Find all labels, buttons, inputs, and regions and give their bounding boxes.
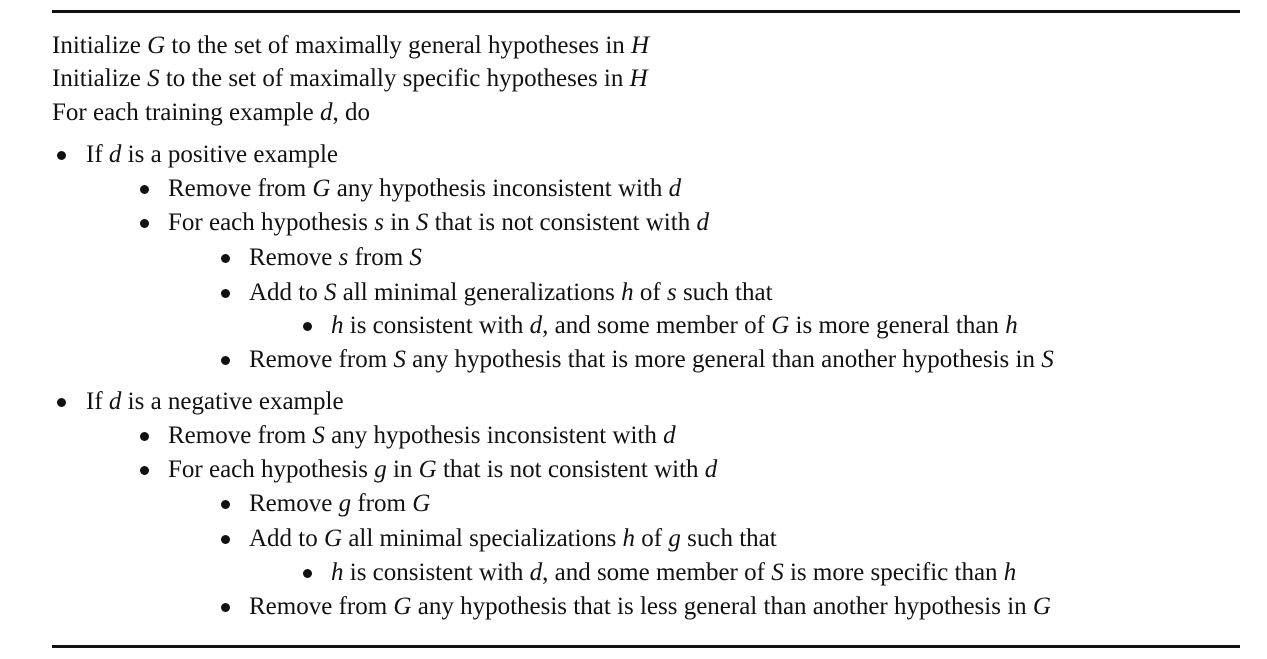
negative-prune-line: Remove from G any hypothesis that is less general than another hypothesis in G <box>249 593 1051 620</box>
bottom-rule <box>52 645 1240 648</box>
positive-add-s-line: Add to S all minimal generalizations h of s such that <box>249 279 773 306</box>
bullet-icon <box>221 535 230 544</box>
bullet-icon <box>221 356 230 365</box>
init-g-line: Initialize G to the set of maximally general hypotheses in H <box>52 32 650 59</box>
positive-remove-s-line: Remove s from S <box>249 244 422 271</box>
positive-remove-g-line: Remove from G any hypothesis inconsistent with d <box>168 175 682 202</box>
init-s-line: Initialize S to the set of maximally specific hypotheses in H <box>52 65 648 92</box>
bullet-icon <box>140 219 149 228</box>
positive-header-line: If d is a positive example <box>86 141 339 168</box>
bullet-icon <box>140 466 149 475</box>
negative-header-line: If d is a negative example <box>86 388 344 415</box>
bullet-icon <box>140 432 149 441</box>
bullet-icon <box>57 151 66 160</box>
bullet-icon <box>221 289 230 298</box>
bullet-icon <box>221 254 230 263</box>
bullet-icon <box>221 500 230 509</box>
positive-condition-line: h is consistent with d, and some member of G is more general than h <box>331 312 1018 339</box>
negative-for-g-line: For each hypothesis g in G that is not consistent with d <box>168 456 718 483</box>
negative-condition-line: h is consistent with d, and some member of S is more specific than h <box>331 559 1017 586</box>
negative-remove-g-line: Remove g from G <box>249 490 431 517</box>
negative-add-g-line: Add to G all minimal specializations h of g such that <box>249 525 777 552</box>
bullet-icon <box>303 569 312 578</box>
top-rule <box>52 10 1240 13</box>
positive-for-s-line: For each hypothesis s in S that is not consistent with d <box>168 209 709 236</box>
bullet-icon <box>140 185 149 194</box>
bullet-icon <box>303 322 312 331</box>
negative-remove-s-line: Remove from S any hypothesis inconsistent with d <box>168 422 676 449</box>
positive-prune-line: Remove from S any hypothesis that is more general than another hypothesis in S <box>249 346 1054 373</box>
bullet-icon <box>221 603 230 612</box>
bullet-icon <box>57 398 66 407</box>
for-each-line: For each training example d, do <box>52 99 370 126</box>
